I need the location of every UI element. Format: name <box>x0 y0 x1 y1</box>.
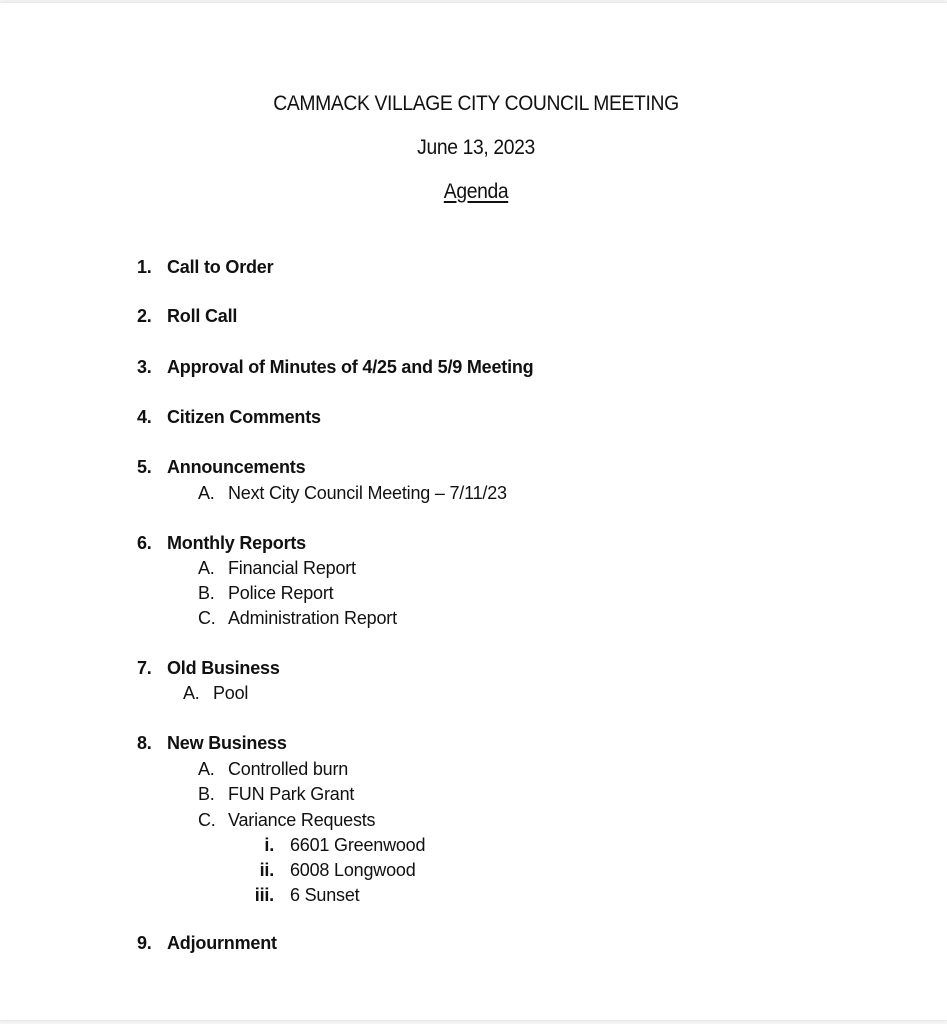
meeting-date: June 13, 2023 <box>417 136 535 159</box>
agenda-subitem-label: Financial Report <box>228 558 356 578</box>
agenda-item-number: 2. <box>137 306 152 326</box>
agenda-item-label: Monthly Reports <box>167 533 306 553</box>
agenda-subitem-letter: B. <box>198 583 215 603</box>
agenda-subsubitem-numeral: i. <box>264 835 274 855</box>
document-page <box>0 3 947 1020</box>
agenda-subitem-label: Controlled burn <box>228 759 349 779</box>
agenda-item-number: 8. <box>137 733 152 753</box>
agenda-item-label: Citizen Comments <box>167 407 321 427</box>
agenda-item-label: Adjournment <box>167 933 277 953</box>
agenda-subsubitem-label: 6601 Greenwood <box>290 835 426 855</box>
document-title: CAMMACK VILLAGE CITY COUNCIL MEETING <box>273 92 679 115</box>
agenda-item-number: 7. <box>137 658 152 678</box>
agenda-heading <box>40 179 911 205</box>
agenda-item-label: Call to Order <box>167 257 274 277</box>
agenda-item-number: 3. <box>137 357 152 377</box>
agenda-subitem-letter: A. <box>183 683 200 703</box>
agenda-item-label: Announcements <box>167 457 306 477</box>
agenda-subitem-letter: B. <box>198 784 215 804</box>
agenda-subitem-label: Pool <box>213 683 249 703</box>
agenda-item-number: 5. <box>137 457 152 477</box>
agenda-item-number: 1. <box>137 257 152 277</box>
agenda-item-label: New Business <box>167 733 287 753</box>
agenda-subitem-label: Variance Requests <box>228 810 376 830</box>
agenda-subitem-letter: A. <box>198 759 215 779</box>
agenda-heading-text: Agenda <box>443 180 509 203</box>
agenda-subitem-letter: C. <box>198 810 216 830</box>
agenda-subsubitem-numeral: ii. <box>259 860 274 880</box>
agenda-subitem-label: FUN Park Grant <box>228 784 355 804</box>
agenda-subsubitem-label: 6008 Longwood <box>290 860 416 880</box>
agenda-item-label: Old Business <box>167 658 280 678</box>
agenda-subitem-label: Administration Report <box>228 608 397 628</box>
agenda-item-number: 9. <box>137 933 152 953</box>
agenda-item-label: Roll Call <box>167 306 238 326</box>
agenda-subsubitem-numeral: iii. <box>254 885 274 905</box>
agenda-item-number: 6. <box>137 533 152 553</box>
agenda-item-label: Approval of Minutes of 4/25 and 5/9 Meeting <box>167 357 534 377</box>
agenda-subitem-letter: A. <box>198 483 215 503</box>
agenda-subsubitem-label: 6 Sunset <box>290 885 360 905</box>
agenda-subitem-letter: A. <box>198 558 215 578</box>
agenda-subitem-label: Next City Council Meeting – 7/11/23 <box>228 483 507 503</box>
agenda-item-number: 4. <box>137 407 152 427</box>
agenda-subitem-label: Police Report <box>228 583 334 603</box>
agenda-subitem-letter: C. <box>198 608 216 628</box>
